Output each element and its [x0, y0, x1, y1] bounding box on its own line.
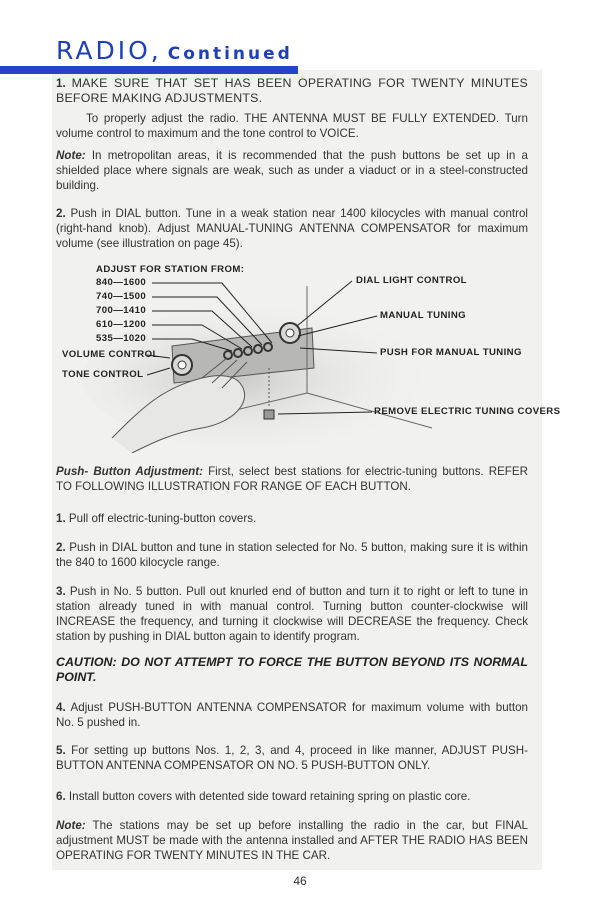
step-number: 4. — [56, 701, 66, 714]
note-label: Note: — [56, 149, 86, 162]
adjust-station-heading: ADJUST FOR STATION FROM: — [96, 264, 245, 275]
header-title-main: RADIO, — [56, 36, 162, 65]
step-number: 5. — [56, 744, 66, 757]
final-note — [56, 818, 528, 863]
pb-step-3 — [56, 584, 528, 644]
step-text: Adjust PUSH-BUTTON ANTENNA COMPENSATOR for maximum volume with button No. 5 pushed in. — [56, 701, 528, 729]
range-label: 840—1600 — [96, 277, 147, 288]
pb-step-5 — [56, 743, 528, 773]
header-title-continued: Continued — [167, 44, 293, 64]
pb-step-4 — [56, 700, 528, 730]
note-label: Note: — [56, 819, 86, 832]
step-text: For setting up buttons Nos. 1, 2, 3, and 4, proceed in like manner, ADJUST PUSH-BUTTON ANTENNA COMPENSATOR ON NO. 5 PUSH-BUTTON ONLY. — [56, 744, 528, 772]
pb-step-2 — [56, 540, 528, 570]
step-number: 3. — [56, 585, 66, 598]
manual-tuning-label: MANUAL TUNING — [380, 310, 467, 321]
metro-note — [56, 148, 528, 193]
note-text: The stations may be set up before installing the radio in the car, but FINAL adjustment MUST be made with the antenna installed and AFTER THE RADIO HAS BEEN OPERATING FOR TWENTY MINUTES IN THE CAR. — [56, 819, 529, 862]
step-number: 2. — [56, 207, 66, 220]
step-1-warning — [56, 76, 528, 106]
range-label: 740—1500 — [96, 291, 147, 302]
section-header — [0, 36, 300, 70]
radio-illustration — [52, 258, 561, 453]
tone-control-label: TONE CONTROL — [62, 369, 144, 380]
volume-control-label: VOLUME CONTROL — [62, 349, 159, 360]
step-2-dial — [56, 206, 528, 251]
header-title — [56, 36, 293, 65]
caution-warning: CAUTION: DO NOT ATTEMPT TO FORCE THE BUTTON BEYOND ITS NORMAL POINT. — [56, 655, 528, 684]
note-text: In metropolitan areas, it is recommended that the push buttons be set up in a shielded place where signals are weak, such as under a viaduct or in a steel-constructed building. — [56, 149, 528, 192]
step-number: 1. — [56, 512, 66, 525]
pb-step-6 — [56, 789, 528, 804]
step-number: 1. — [56, 77, 66, 90]
step-text: Push in DIAL button and tune in station selected for No. 5 button, making sure it is within the 840 to 1600 kilocycle range. — [56, 541, 528, 569]
pb-step-1 — [56, 511, 528, 526]
push-button-label: Push- Button Adjustment: — [56, 465, 203, 478]
range-label: 610—1200 — [96, 319, 147, 330]
header-accent-bar — [0, 66, 298, 74]
step-text: Pull off electric-tuning-button covers. — [68, 512, 257, 525]
page-number: 46 — [293, 874, 307, 888]
step-text: Push in No. 5 button. Pull out knurled end of button and turn it to right or left to tune in station already tuned in with manual control. Turning button counter-clockwise will INCREASE the frequency, and turning it clockwise will DECREASE the frequency. Check station by pushing in DIAL button again to identify program. — [56, 585, 528, 643]
step-number: 6. — [56, 790, 66, 803]
step-text: Install button covers with detented side toward retaining spring on plastic core. — [68, 790, 471, 803]
range-label: 535—1020 — [96, 333, 147, 344]
dial-light-control-label: DIAL LIGHT CONTROL — [356, 275, 467, 286]
antenna-paragraph: To properly adjust the radio. THE ANTENNA MUST BE FULLY EXTENDED. Turn volume control to maximum and the tone control to VOICE. — [56, 112, 528, 140]
push-manual-tuning-label: PUSH FOR MANUAL TUNING — [380, 347, 522, 358]
push-button-text: First, select best stations for electric-tuning buttons. REFER TO FOLLOWING ILLUSTRATION FOR RANGE OF EACH BUTTON. — [56, 465, 528, 493]
range-label: 700—1410 — [96, 305, 147, 316]
step-text: MAKE SURE THAT SET HAS BEEN OPERATING FOR TWENTY MINUTES BEFORE MAKING ADJUSTMENTS. — [56, 76, 528, 105]
step-number: 2. — [56, 541, 66, 554]
push-button-intro — [56, 464, 528, 494]
remove-covers-label: REMOVE ELECTRIC TUNING COVERS — [374, 406, 561, 417]
step-text: Push in DIAL button. Tune in a weak station near 1400 kilocycles with manual control (right-hand knob). Adjust MANUAL-TUNING ANTENNA COMPENSATOR for maximum volume (see illustration on page 45). — [56, 207, 528, 250]
